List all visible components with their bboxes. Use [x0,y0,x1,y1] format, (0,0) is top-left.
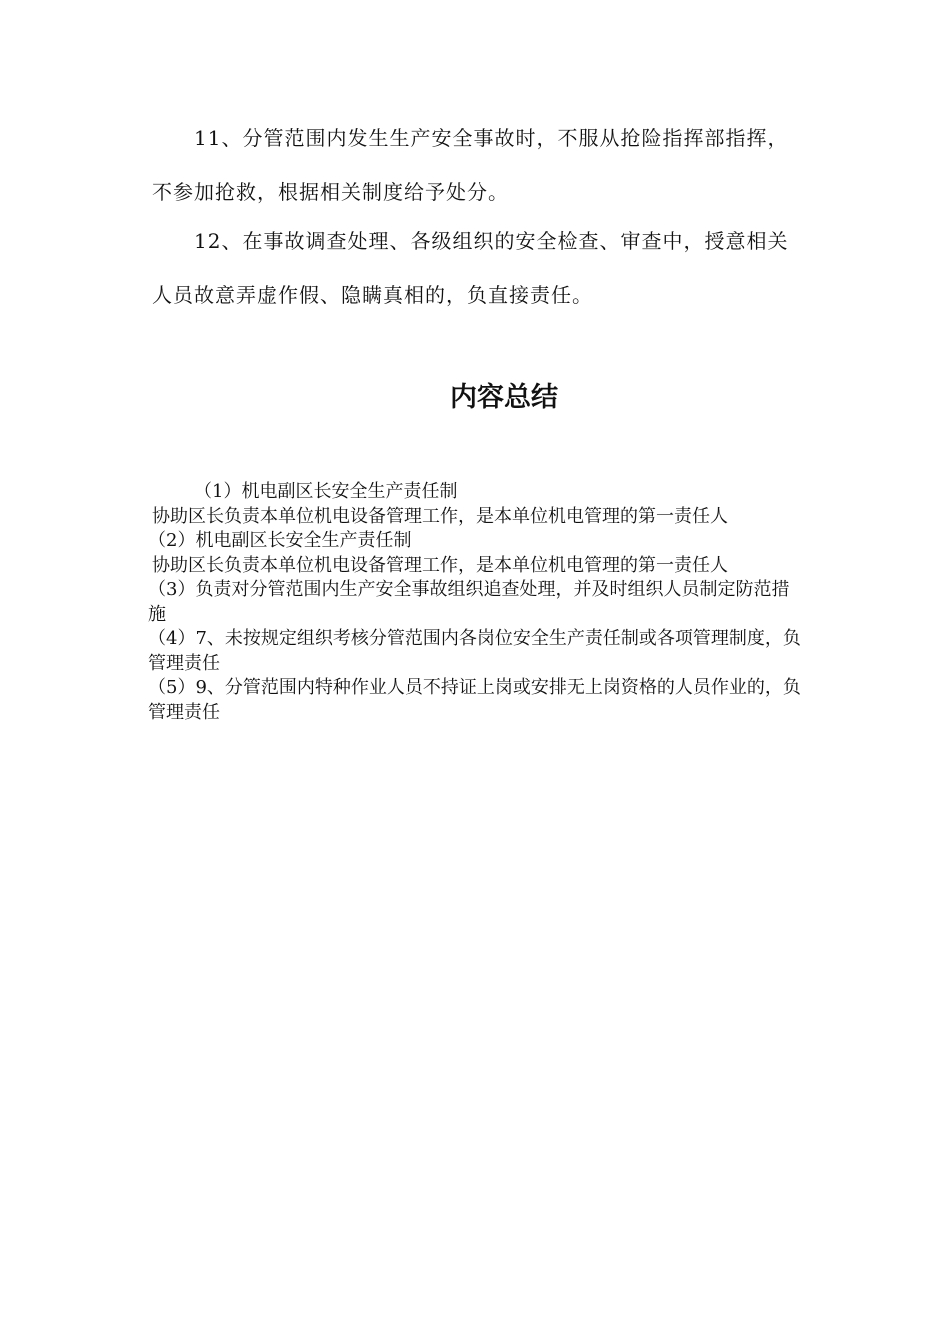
summary-line-1: （1）机电副区长安全生产责任制 [194,481,458,502]
summary-line-3: （2）机电副区长安全生产责任制 [148,530,412,551]
summary-title: 内容总结 [450,382,558,413]
paragraph-item-11: 11、分管范围内发生生产安全事故时，不服从抢险指挥部指挥，不参加抢救，根据相关制度给予处分。 [152,126,789,204]
summary-list [148,480,802,725]
summary-line-7: （5）9、分管范围内特种作业人员不持证上岗或安排无上岗资格的人员作业的，负管理责任 [148,677,801,723]
summary-line-5: （3）负责对分管范围内生产安全事故组织追查处理，并及时组织人员制定防范措施 [148,579,790,625]
summary-line-2: 协助区长负责本单位机电设备管理工作，是本单位机电管理的第一责任人 [152,505,728,527]
summary-line-6: （4）7、未按规定组织考核分管范围内各岗位安全生产责任制或各项管理制度，负管理责任 [148,628,801,674]
paragraph-item-12: 12、在事故调查处理、各级组织的安全检查、审查中，授意相关人员故意弄虚作假、隐瞒真相的，负直接责任。 [152,229,789,307]
summary-line-4: 协助区长负责本单位机电设备管理工作，是本单位机电管理的第一责任人 [152,554,728,576]
